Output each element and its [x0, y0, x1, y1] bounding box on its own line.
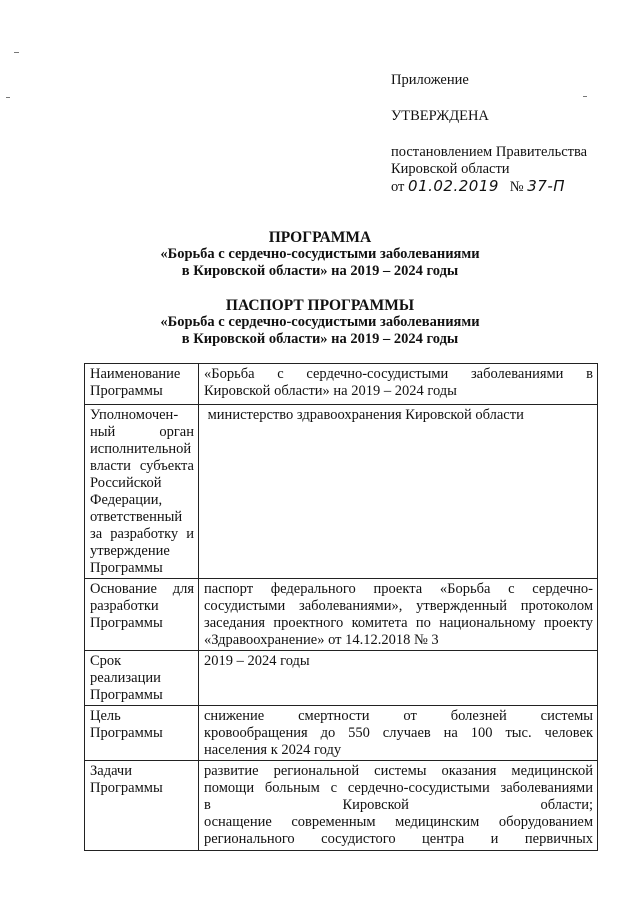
passport-row-value — [199, 405, 598, 579]
passport-row-label — [85, 651, 199, 706]
label-line: утверждение — [90, 543, 170, 559]
value-line: Кировской области» на 2019 – 2024 годы — [204, 383, 457, 399]
label-line: Основание для — [90, 581, 194, 597]
label-line: за разработку и — [90, 526, 194, 542]
passport-row-label — [85, 706, 199, 761]
value-line: «Борьба с сердечно-сосудистыми заболеваниями в — [204, 366, 593, 382]
passport-row-value — [199, 761, 598, 851]
date-prefix: от — [391, 179, 405, 195]
label-line: ный орган — [90, 424, 194, 440]
value-line: паспорт федерального проекта «Борьба с сердечно- — [204, 581, 593, 597]
value-line: «Здравоохранение» от 14.12.2018 № 3 — [204, 632, 439, 648]
handwritten-number: 37-П — [527, 177, 566, 195]
passport-table — [84, 363, 598, 851]
passport-table-body — [85, 364, 598, 851]
scan-speck — [583, 96, 587, 97]
passport-row — [85, 761, 598, 851]
value-line: в Кировской области; — [204, 797, 593, 813]
passport-row — [85, 579, 598, 651]
value-line: оснащение современным медицинским оборудованием — [204, 814, 593, 830]
passport-row-label — [85, 364, 199, 405]
value-line: развитие региональной системы оказания медицинской — [204, 763, 593, 779]
resolution-line-1: постановлением Правительства — [391, 144, 588, 160]
value-line: регионального сосудистого центра и первичных — [204, 831, 593, 847]
scan-speck — [6, 97, 10, 98]
handwritten-date: 01.02.2019 — [408, 177, 499, 195]
label-line: реализации — [90, 670, 161, 686]
passport-row-value — [199, 706, 598, 761]
label-line: Задачи — [90, 763, 132, 779]
passport-row-value — [199, 651, 598, 706]
label-line: Срок — [90, 653, 122, 669]
passport-row-value — [199, 579, 598, 651]
passport-row-value — [199, 364, 598, 405]
value-line: 2019 – 2024 годы — [204, 653, 310, 669]
passport-heading — [0, 297, 640, 348]
passport-heading-line-1: «Борьба с сердечно-сосудистыми заболеваниями — [160, 314, 480, 330]
passport-title: ПАСПОРТ ПРОГРАММЫ — [225, 297, 415, 314]
program-heading-line-2: в Кировской области» на 2019 – 2024 годы — [181, 263, 459, 279]
label-line: исполнительной — [90, 441, 192, 457]
passport-row — [85, 364, 598, 405]
passport-row — [85, 405, 598, 579]
passport-row-label — [85, 405, 199, 579]
label-line: Уполномочен- — [90, 407, 179, 423]
value-line: министерство здравоохранения Кировской области — [204, 407, 524, 423]
label-line: Программы — [90, 687, 163, 703]
value-line: помощи больным с сердечно-сосудистыми заболеваниями — [204, 780, 593, 796]
label-line: ответственный — [90, 509, 183, 525]
label-line: разработки — [90, 598, 159, 614]
label-line: Наименование — [90, 366, 181, 382]
scan-speck — [14, 52, 19, 53]
value-line: кровообращения до 550 случаев на 100 тыс. человек — [204, 725, 593, 741]
appendix-label: Приложение — [391, 72, 469, 88]
label-line: Программы — [90, 560, 163, 576]
passport-row — [85, 706, 598, 761]
resolution-line-2: Кировской области — [391, 161, 510, 177]
approved-label: УТВЕРЖДЕНА — [391, 108, 489, 124]
approval-block — [391, 72, 631, 196]
label-line: Российской — [90, 475, 162, 491]
number-prefix: № — [509, 179, 524, 195]
label-line: Федерации, — [90, 492, 163, 508]
program-title: ПРОГРАММА — [268, 229, 372, 246]
program-heading-line-1: «Борьба с сердечно-сосудистыми заболеваниями — [160, 246, 480, 262]
label-line: Программы — [90, 725, 163, 741]
value-line: сосудистыми заболеваниями», утвержденный протоколом — [204, 598, 593, 614]
passport-row-label — [85, 579, 199, 651]
passport-row-label — [85, 761, 199, 851]
value-line: заседания проектного комитета по национальному проекту — [204, 615, 593, 631]
label-line: власти субъекта — [90, 458, 194, 474]
label-line: Программы — [90, 383, 163, 399]
label-line: Программы — [90, 780, 163, 796]
value-line: снижение смертности от болезней системы — [204, 708, 593, 724]
resolution-date-number — [391, 178, 631, 196]
label-line: Цель — [90, 708, 121, 724]
passport-heading-line-2: в Кировской области» на 2019 – 2024 годы — [181, 331, 459, 347]
passport-row — [85, 651, 598, 706]
program-heading — [0, 229, 640, 280]
label-line: Программы — [90, 615, 163, 631]
value-line: населения к 2024 году — [204, 742, 342, 758]
